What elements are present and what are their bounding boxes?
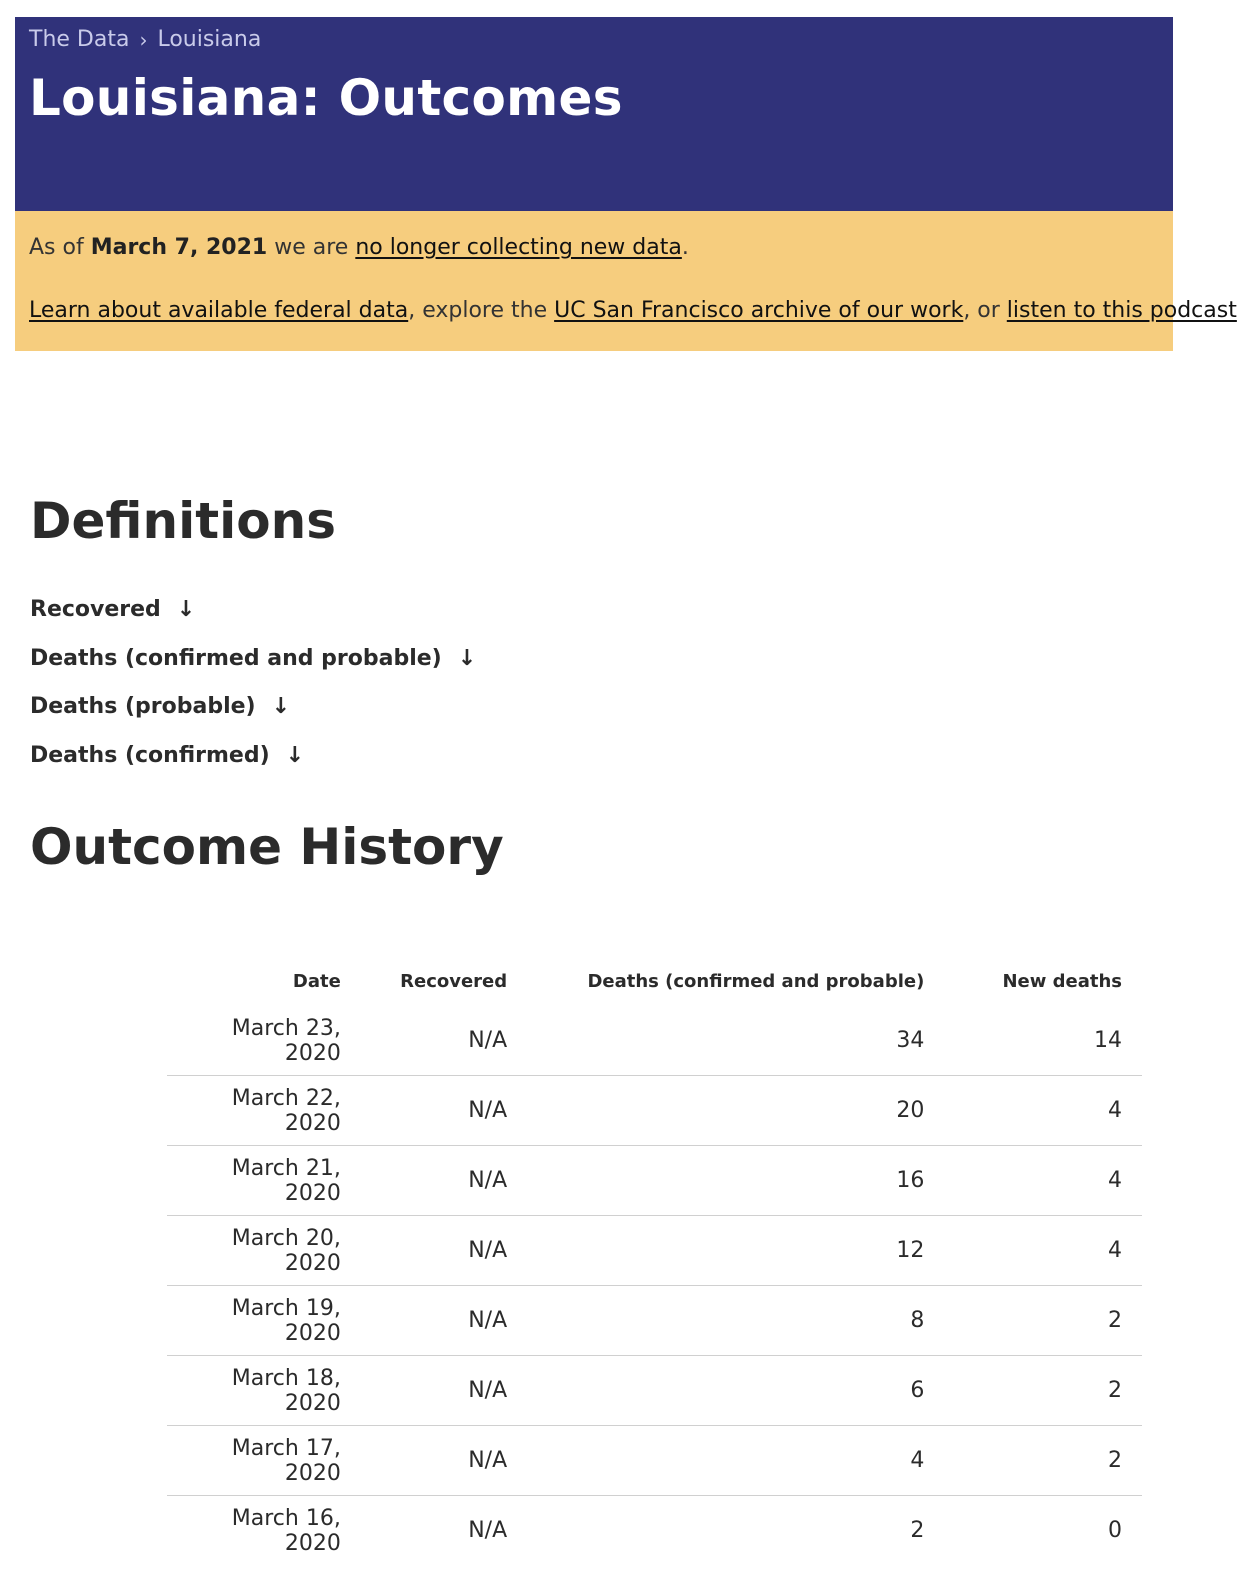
table-header-row: [167, 956, 1142, 1006]
cell-recovered: N/A: [361, 1146, 527, 1216]
table-row: [167, 1076, 1142, 1146]
cell-deaths: 16: [527, 1146, 944, 1216]
definition-label: Deaths (confirmed and probable): [30, 646, 442, 671]
cell-new-deaths: 4: [944, 1216, 1142, 1286]
table-row: [167, 1286, 1142, 1356]
cell-date: March 16, 2020: [231, 1505, 341, 1556]
arrow-down-icon: ↓: [271, 694, 291, 719]
outcome-history-heading: Outcome History: [30, 818, 504, 876]
cell-recovered: N/A: [361, 1006, 527, 1076]
arrow-down-icon: ↓: [457, 646, 477, 671]
arrow-down-icon: ↓: [285, 743, 305, 768]
cell-new-deaths: 4: [944, 1146, 1142, 1216]
cell-deaths: 12: [527, 1216, 944, 1286]
table-row: [167, 1496, 1142, 1566]
cell-deaths: 8: [527, 1286, 944, 1356]
cell-date: March 19, 2020: [167, 1286, 361, 1356]
table-row: [167, 1426, 1142, 1496]
page-title: Louisiana: Outcomes: [29, 69, 623, 127]
definition-toggle-deaths-confirmed-probable[interactable]: [30, 646, 476, 671]
page-header: [15, 17, 1173, 211]
cell-deaths: 4: [527, 1426, 944, 1496]
breadcrumb-link-the-data[interactable]: The Data: [29, 27, 130, 52]
definition-toggle-recovered[interactable]: [30, 597, 195, 622]
cell-date: March 21, 2020: [167, 1146, 361, 1216]
cell-deaths: 6: [527, 1356, 944, 1426]
cell-deaths: 34: [527, 1006, 944, 1076]
notice-text: we are: [267, 235, 356, 260]
notice-date: March 7, 2021: [90, 235, 268, 260]
notice-text: , or: [963, 298, 1007, 323]
federal-data-link[interactable]: Learn about available federal data: [29, 298, 409, 323]
notice-text: , explore the: [408, 298, 555, 323]
cell-date: March 22, 2020: [167, 1076, 361, 1146]
column-header-recovered: Recovered: [400, 970, 508, 992]
breadcrumb: [29, 27, 261, 52]
cell-new-deaths: 14: [944, 1006, 1142, 1076]
cell-date: March 20, 2020: [167, 1216, 361, 1286]
cell-new-deaths: 2: [944, 1356, 1142, 1426]
column-header-new-deaths: New deaths: [1002, 970, 1122, 992]
definition-toggle-deaths-confirmed[interactable]: [30, 743, 304, 768]
cell-recovered: N/A: [361, 1356, 527, 1426]
notice-text: As of: [29, 235, 91, 260]
cell-date: March 18, 2020: [167, 1356, 361, 1426]
cell-new-deaths: 2: [944, 1426, 1142, 1496]
table-row: [167, 1216, 1142, 1286]
podcast-link[interactable]: listen to this podcast: [1006, 298, 1237, 323]
outcome-history-table: [167, 956, 1142, 1565]
table-row: [167, 1006, 1142, 1076]
cell-recovered: N/A: [361, 1426, 527, 1496]
notice-line-1: [29, 235, 689, 260]
cell-deaths: 20: [527, 1076, 944, 1146]
cell-recovered: N/A: [361, 1286, 527, 1356]
notice-banner: [15, 211, 1237, 351]
no-longer-collecting-link[interactable]: no longer collecting new data: [355, 235, 682, 260]
notice-text: .: [681, 235, 689, 260]
column-header-date: Date: [292, 970, 341, 992]
ucsf-archive-link[interactable]: UC San Francisco archive of our work: [554, 298, 964, 323]
breadcrumb-link-louisiana[interactable]: Louisiana: [157, 27, 262, 52]
definition-label: Deaths (probable): [30, 694, 256, 719]
cell-recovered: N/A: [361, 1076, 527, 1146]
definition-toggle-deaths-probable[interactable]: [30, 694, 290, 719]
definitions-heading: Definitions: [30, 492, 336, 550]
column-header-deaths: Deaths (confirmed and probable): [587, 970, 925, 992]
cell-deaths: 2: [910, 1518, 925, 1543]
cell-recovered: N/A: [468, 1518, 508, 1543]
notice-line-2: [29, 298, 1237, 323]
arrow-down-icon: ↓: [176, 597, 196, 622]
cell-date: March 17, 2020: [167, 1426, 361, 1496]
definition-label: Deaths (confirmed): [30, 743, 270, 768]
cell-new-deaths: 4: [944, 1076, 1142, 1146]
cell-recovered: N/A: [361, 1216, 527, 1286]
definition-label: Recovered: [30, 597, 161, 622]
cell-date: March 23, 2020: [167, 1006, 361, 1076]
cell-new-deaths: 2: [944, 1286, 1142, 1356]
cell-new-deaths: 0: [1108, 1518, 1122, 1543]
chevron-right-icon: ›: [139, 27, 148, 52]
table-row: [167, 1146, 1142, 1216]
table-row: [167, 1356, 1142, 1426]
